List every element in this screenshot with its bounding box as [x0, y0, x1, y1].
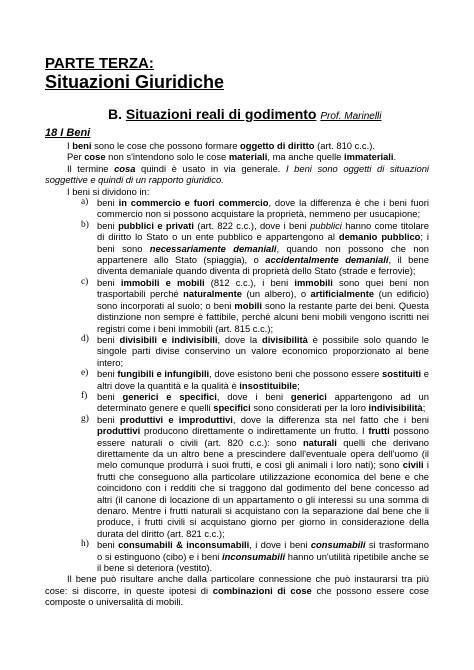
subsection-heading: 18 I Beni — [45, 127, 91, 139]
list-item: c) beni immobili e mobili (812 c.c.), i beni immobili sono quei beni non trasportabili perché naturalmente (un albero), o artificialmente (un edificio) sono incorporati al suolo; o beni mobili sono la restante parte dei beni. Questa distinzione non sempre è fattibile, perché alcuni beni mobili vengono iscritti nei registri come i beni immobili (art. 815 c.c.); — [81, 276, 430, 334]
section-title: Situazioni reali di godimento — [125, 106, 317, 122]
list-item: d) beni divisibili e indivisibili, dove la divisibilità è possibile solo quando le singole parti divise conservino un valore economico proporzionato al bene intero; — [81, 333, 429, 368]
list-label: e) — [81, 368, 89, 379]
list-item: b) beni pubblici e privati (art. 822 c.c.), dove i beni pubblici hanno come titolare di diritto lo Stato o un ente pubblico e appartengono al demanio pubblico; i beni sono necessariamente demaniali, quando non possono che non appartenere allo Stato (spiaggia), o accidentalmente demaniali, il bene diventa demaniale quando diventa di proprietà dello Stato (strade e ferrovie); — [81, 219, 430, 277]
list-label: c) — [81, 276, 89, 287]
body-text — [45, 140, 429, 608]
list-item: f) beni generici e specifici, dove i beni generici appartengono ad un determinato genere e quelli specifici sono considerati per la loro indivisibilità; — [81, 390, 429, 414]
section-letter: B. — [108, 106, 122, 122]
part-title: PARTE TERZA: — [45, 55, 154, 72]
paragraph: I beni sono le cose che possono formare oggetto di diritto (art. 810 c.c.). — [67, 140, 375, 151]
list-label: d) — [81, 333, 89, 344]
list-label: f) — [81, 390, 88, 401]
main-title: Situazioni Giuridiche — [45, 72, 225, 92]
paragraph: I beni si dividono in: — [67, 185, 150, 197]
section-heading — [108, 106, 382, 122]
list-item: g) beni produttivi e improduttivi, dove la differenza sta nel fatto che i beni produttivi producono direttamente o indirettamente un frutto. I frutti possono essere naturali o civili (art. 820 c.c.): sono naturali quelli che derivano direttamente da un altro bene a prescindere dall'eventuale opera dell'uomo (il melo comunque produrrà i suoi frutti, e così gli animali i loro nati); sono civili i frutti che conseguono alla particolare utilizzazione economica del bene e che coincidono con i redditi che si traggono dal godimento del bene concesso ad altri (il canone di locazione di un appartamento o gli interessi su una somma di denaro. Mentre i frutti naturali si acquistano con la separazione dal bene che li produce, i frutti civili si acquistano giorno per giorno in considerazione della durata del diritto (art. 821 c.c.); — [81, 413, 430, 539]
paragraph: Il bene può risultare anche dalla particolare connessione che può instaurarsi tra più cose: si discorre, in queste ipotesi di combinazioni di cose che possono essere cose composte o universalità di mobili. — [45, 573, 430, 608]
list-label: b) — [81, 219, 89, 230]
list-item: e) beni fungibili e infungibili, dove esistono beni che possono essere sostituiti e altri dove la quantità e la qualità è insostituibile; — [81, 368, 429, 391]
list-label: h) — [81, 539, 89, 550]
list-item: h) beni consumabili & inconsumabili, i dove i beni consumabili si trasformano o si estinguono (cibo) e i beni inconsumabili hanno un'utilità ripetibile anche se il bene si deteriora (vestito). — [81, 539, 429, 574]
section-author: Prof. Marinelli — [320, 111, 382, 122]
list-label: a) — [81, 197, 89, 208]
list-label: g) — [81, 413, 89, 424]
paragraph: Il termine cosa quindi è usato in via generale. I beni sono oggetti di situazioni soggettive e quindi di un rapporto giuridico. — [45, 162, 429, 186]
paragraph: Per cose non s'intendono solo le cose materiali, ma anche quelle immateriali. — [67, 151, 397, 163]
list-item: a) beni in commercio e fuori commercio, dove la differenza è che i beni fuori commercio non si possono acquistare la proprietà, nemmeno per usucapione; — [81, 197, 429, 220]
